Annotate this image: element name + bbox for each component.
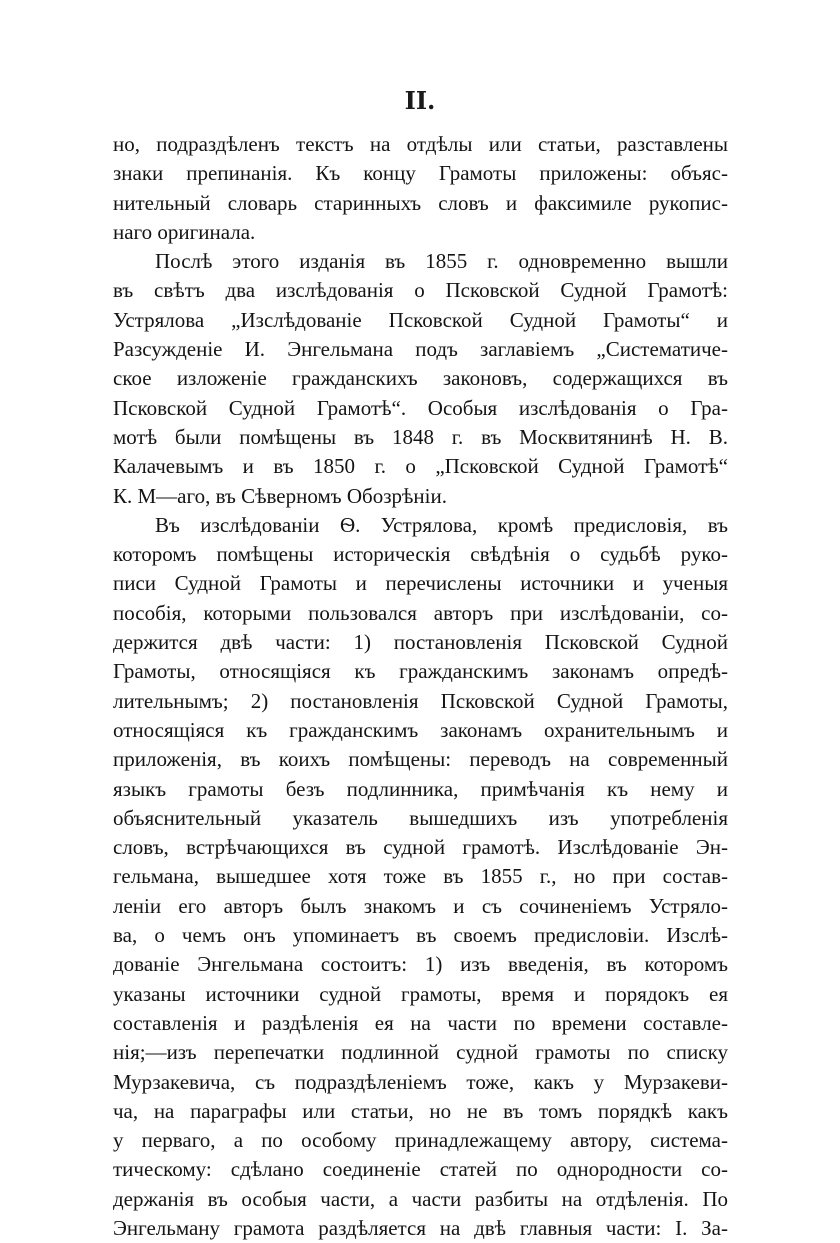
text-line: приложенія, въ коихъ помѣщены: переводъ на современный xyxy=(113,747,728,772)
text-line: держится двѣ части: 1) постановленія Псковской Судной xyxy=(113,630,728,655)
paragraph-1 xyxy=(113,130,728,247)
text-line: ча, на параграфы или статьи, но не въ томъ порядкѣ какъ xyxy=(113,1098,728,1123)
text-line: въ свѣтъ два изслѣдованія о Псковской Судной Грамотѣ: xyxy=(113,278,728,303)
text-line: языкъ грамоты безъ подлинника, примѣчанія къ нему и xyxy=(113,776,728,801)
text-line: у перваго, а по особому принадлежащему автору, система- xyxy=(113,1128,728,1153)
text-line: Калачевымъ и въ 1850 г. о „Псковской Судной Грамотѣ“ xyxy=(113,454,728,479)
text-line: составленія и раздѣленія ея на части по времени составле- xyxy=(113,1010,728,1035)
text-line: дованіе Энгельмана состоитъ: 1) изъ введенія, въ которомъ xyxy=(113,952,728,977)
paragraph-3 xyxy=(113,511,728,1243)
text-line: гельмана, вышедшее хотя тоже въ 1855 г., но при состав- xyxy=(113,864,728,889)
text-line: тическому: сдѣлано соединеніе статей по однородности со- xyxy=(113,1157,728,1182)
text-line: наго оригинала. xyxy=(113,219,256,244)
text-line: Энгельману грамота раздѣляется на двѣ главныя части: I. За- xyxy=(113,1215,728,1240)
text-line: мотѣ были помѣщены въ 1848 г. въ Москвитянинѣ Н. В. xyxy=(113,424,728,449)
text-line: писи Судной Грамоты и перечислены источники и ученыя xyxy=(113,571,728,596)
text-line: Разсужденіе И. Энгельмана подъ заглавіемъ „Систематиче- xyxy=(113,337,728,362)
text-line: Мурзакевича, съ подраздѣленіемъ тоже, какъ у Мурзакеви- xyxy=(113,1069,728,1094)
text-line: нительный словарь старинныхъ словъ и факсимиле рукопис- xyxy=(113,190,728,215)
text-line: но, подраздѣленъ текстъ на отдѣлы или статьи, разставлены xyxy=(113,132,728,156)
text-line: Устрялова „Изслѣдованіе Псковской Судной Грамоты“ и xyxy=(113,307,728,332)
text-line: лительнымъ; 2) постановленія Псковской Судной Грамоты, xyxy=(113,688,728,713)
text-line: Псковской Судной Грамотѣ“. Особыя изслѣдованія о Гра- xyxy=(113,395,728,420)
text-line: К. М—аго, въ Сѣверномъ Обозрѣніи. xyxy=(113,483,447,508)
text-line: ва, о чемъ онъ упоминаетъ въ своемъ предисловіи. Изслѣ- xyxy=(113,923,728,948)
page-number: II. xyxy=(404,86,436,115)
text-line: словъ, встрѣчающихся въ судной грамотѣ. Изслѣдованіе Эн- xyxy=(113,835,728,860)
text-line: Послѣ этого изданія въ 1855 г. одновременно вышли xyxy=(155,249,728,274)
text-line: держанія въ особыя части, а части разбиты на отдѣленія. По xyxy=(113,1186,728,1211)
text-line: Грамоты, относящіяся къ гражданскимъ законамъ опредѣ- xyxy=(113,659,728,684)
text-line: указаны источники судной грамоты, время и порядокъ ея xyxy=(113,981,728,1006)
text-line: которомъ помѣщены историческія свѣдѣнія о судьбѣ руко- xyxy=(113,542,728,567)
text-line: нія;—изъ перепечатки подлинной судной грамоты по списку xyxy=(113,1040,728,1065)
text-line: Въ изслѣдованіи Ѳ. Устрялова, кромѣ предисловія, въ xyxy=(155,512,728,537)
paragraph-2 xyxy=(113,247,728,511)
text-line: ское изложеніе гражданскихъ законовъ, содержащихся въ xyxy=(113,366,728,391)
text-line: относящіяся къ гражданскимъ законамъ охранительнымъ и xyxy=(113,717,728,742)
text-line: леніи его авторъ былъ знакомъ и съ сочиненіемъ Устряло- xyxy=(113,893,728,918)
body-text xyxy=(113,130,728,1243)
text-line: пособія, которыми пользовался авторъ при изслѣдованіи, со- xyxy=(113,600,728,625)
text-line: объяснительный указатель вышедшихъ изъ употребленія xyxy=(113,805,728,830)
text-line: знаки препинанія. Къ концу Грамоты приложены: объяс- xyxy=(113,161,728,186)
